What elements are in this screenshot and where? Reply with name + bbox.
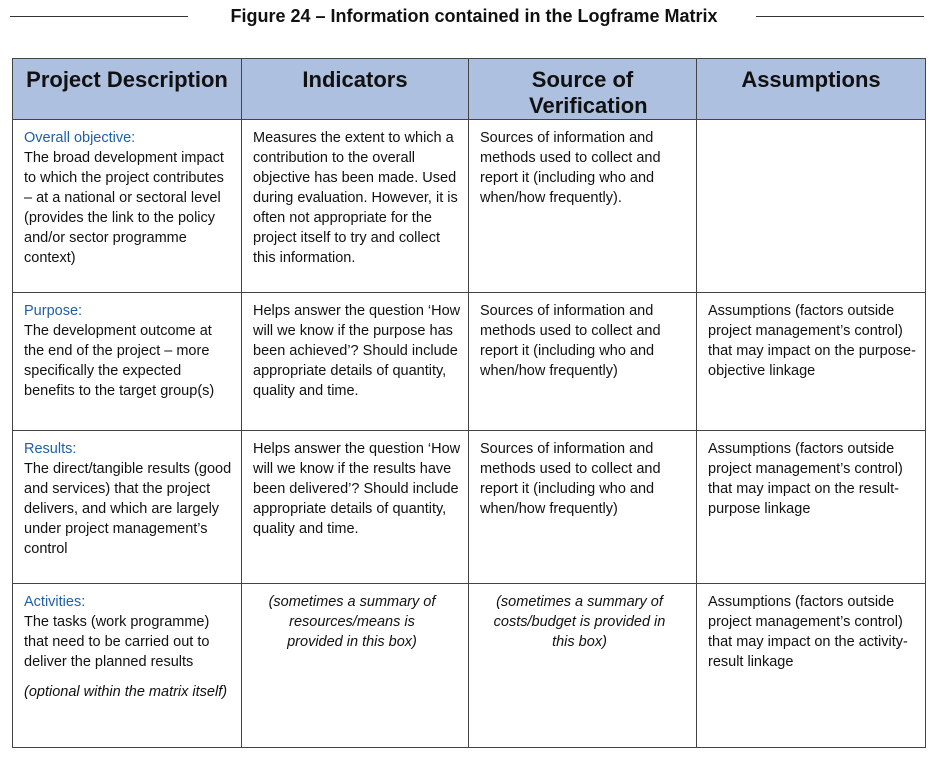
title-rule-right <box>756 16 924 17</box>
cell-assumptions: Assumptions (factors outside project management’s control) that may impact on the activity-result linkage <box>697 584 926 748</box>
header-row <box>13 59 926 120</box>
figure-title-bar <box>0 4 934 28</box>
cell-indicators: Measures the extent to which a contribution to the overall objective has been made. Used during evaluation. However, it is often not appropriate for the project itself to try and collect this information. <box>242 120 469 293</box>
verification-italic-note: (sometimes a summary of costs/budget is provided in this box) <box>493 594 666 650</box>
logframe-matrix-table <box>12 58 926 748</box>
cell-description <box>13 293 242 431</box>
cell-indicators: Helps answer the question ‘How will we know if the results have been delivered’? Should include appropriate details of quantity, quality and time. <box>242 431 469 584</box>
row-note: (optional within the matrix itself) <box>24 684 228 700</box>
row-label: Purpose: <box>24 303 83 319</box>
row-label: Activities: <box>24 594 86 610</box>
cell-indicators <box>242 584 469 748</box>
row-label: Overall objective: <box>24 130 136 146</box>
row-overall-objective <box>13 120 926 293</box>
row-description: The tasks (work programme) that need to be carried out to deliver the planned results <box>24 614 210 670</box>
header-project-description: Project Description <box>13 59 242 120</box>
cell-assumptions <box>697 120 926 293</box>
cell-assumptions: Assumptions (factors outside project management’s control) that may impact on the result-purpose linkage <box>697 431 926 584</box>
figure-title: Figure 24 – Information contained in the Logframe Matrix <box>230 6 718 26</box>
row-label: Results: <box>24 441 77 457</box>
header-indicators: Indicators <box>242 59 469 120</box>
cell-indicators: Helps answer the question ‘How will we know if the purpose has been achieved’? Should include appropriate details of quantity, quality and time. <box>242 293 469 431</box>
row-description: The broad development impact to which the project contributes – at a national or sectoral level (provides the link to the policy and/or sector programme context) <box>24 150 224 266</box>
cell-description <box>13 584 242 748</box>
cell-verification: Sources of information and methods used to collect and report it (including who and when/how frequently). <box>469 120 697 293</box>
row-activities <box>13 584 926 748</box>
title-rule-left <box>10 16 188 17</box>
cell-verification: Sources of information and methods used to collect and report it (including who and when/how frequently) <box>469 431 697 584</box>
row-purpose <box>13 293 926 431</box>
header-source-of-verification <box>469 59 697 120</box>
header-source-of-verification-text: Source of Verification <box>529 67 648 118</box>
row-description: The direct/tangible results (good and services) that the project delivers, and which are largely under project management’s control <box>24 461 232 557</box>
cell-assumptions: Assumptions (factors outside project management’s control) that may impact on the purpose-objective linkage <box>697 293 926 431</box>
header-assumptions: Assumptions <box>697 59 926 120</box>
row-results <box>13 431 926 584</box>
cell-description <box>13 431 242 584</box>
cell-verification <box>469 584 697 748</box>
row-description: The development outcome at the end of the project – more specifically the expected benefits to the target group(s) <box>24 323 215 399</box>
cell-description <box>13 120 242 293</box>
cell-verification: Sources of information and methods used to collect and report it (including who and when/how frequently) <box>469 293 697 431</box>
indicators-italic-note: (sometimes a summary of resources/means is provided in this box) <box>268 594 436 650</box>
